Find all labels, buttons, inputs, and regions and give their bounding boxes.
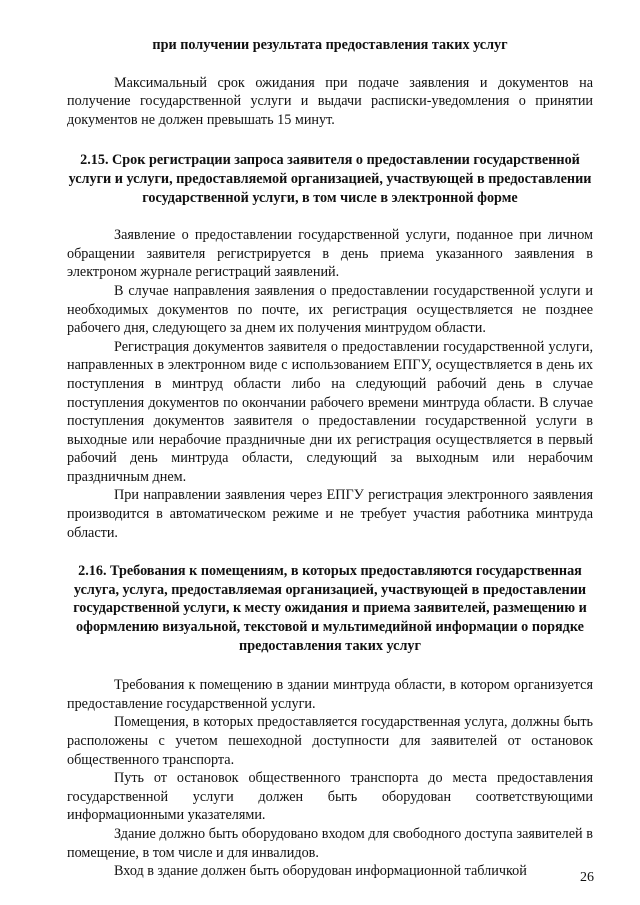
section-2-16-heading: 2.16. Требования к помещениям, в которых предоставляются государственная услуга, услуга, предоставляемая организацией, участвующей в предоставлении государственной услуги, к месту ожидания и приема заявителей, размещению и оформлению визуальной, текстовой и мультимедийной информации о порядке предоставления таких услуг <box>73 563 587 654</box>
section-2-15-paragraph-2: В случае направления заявления о предоставлении государственной услуги и необходимых документов по почте, их регистрация осуществляется не позднее рабочего дня, следующего за днем их получения минтрудом области. <box>67 282 593 337</box>
section-2-16-paragraph-1: Требования к помещению в здании минтруда области, в котором организуется предоставление государственной услуги. <box>67 677 593 712</box>
section-2-16-paragraph-3: Путь от остановок общественного транспорта до места предоставления государственной услуги должен быть оборудован соответствующими информационными указателями. <box>67 770 593 824</box>
top-heading: при получении результата предоставления таких услуг <box>152 37 508 53</box>
section-2-15-heading: 2.15. Срок регистрации запроса заявителя о предоставлении государственной услуги и услуги, предоставляемой организацией, участвующей в предоставлении государственной услуги, в том числе в электронной форме <box>68 152 592 206</box>
section-2-15-paragraph-4: При направлении заявления через ЕПГУ регистрация электронного заявления производится в автоматическом режиме и не требует участия работника минтруда области. <box>67 487 593 541</box>
page-content <box>67 36 593 881</box>
section-2-15-paragraph-1: Заявление о предоставлении государственной услуги, поданное при личном обращении заявителя регистрируется в день приема указанного заявления в электроном журнале регистраций заявлений. <box>67 227 593 281</box>
page-number: 26 <box>580 870 594 885</box>
section-2-15-paragraph-3: Регистрация документов заявителя о предоставлении государственной услуги, направленных в электронном виде с использованием ЕПГУ, осуществляется в день их поступления в минтруд области либо на следующий рабочий день в случае поступления документов по окончании рабочего времени минтруда области. В случае поступления документов заявителя о предоставлении государственной услуги в выходные или нерабочие праздничные дни их регистрация осуществляется в первый рабочий день минтруда области, следующий за выходным или нерабочим праздничным днем. <box>67 338 593 485</box>
section-2-16-paragraph-5: Вход в здание должен быть оборудован информационной табличкой <box>114 863 527 880</box>
section-2-16-paragraph-4: Здание должно быть оборудовано входом для свободного доступа заявителей в помещение, в том числе и для инвалидов. <box>67 825 593 861</box>
intro-paragraph: Максимальный срок ожидания при подаче заявления и документов на получение государственной услуги и выдачи расписки-уведомления о принятии документов не должен превышать 15 минут. <box>67 74 593 128</box>
section-2-16-paragraph-2: Помещения, в которых предоставляется государственная услуга, должны быть расположены с учетом пешеходной доступности для заявителей от остановок общественного транспорта. <box>67 714 593 768</box>
